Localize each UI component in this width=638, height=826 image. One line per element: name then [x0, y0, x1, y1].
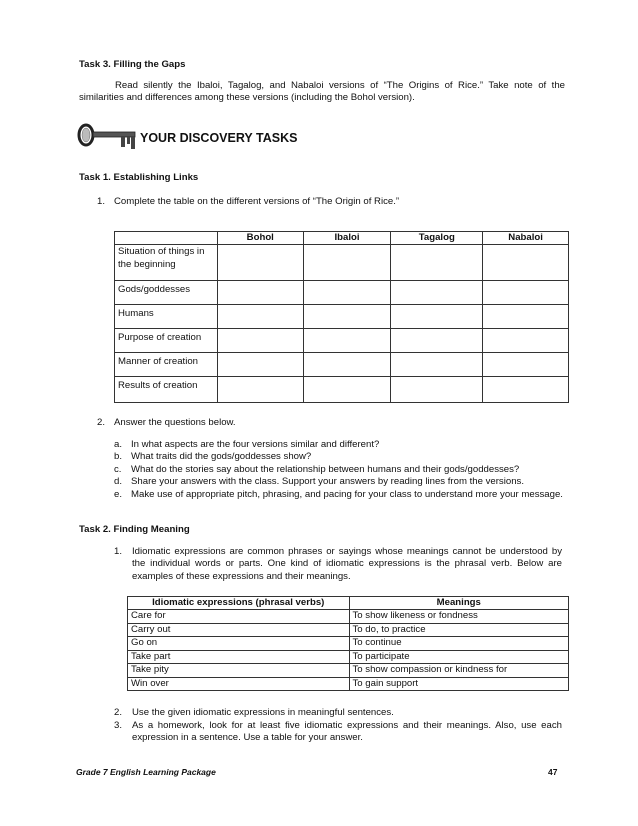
answer-cell[interactable] [217, 305, 303, 329]
list-letter: d. [114, 476, 123, 488]
table-row [128, 650, 569, 663]
task2-item1-number: 1. [114, 546, 123, 557]
list-letter: b. [114, 451, 123, 463]
answer-cell[interactable] [217, 353, 303, 377]
answer-cell[interactable] [483, 245, 569, 281]
answer-cell[interactable] [391, 281, 483, 305]
page-number: 47 [548, 767, 558, 777]
list-item [114, 464, 566, 476]
meaning-cell: To participate [349, 650, 569, 663]
row-label: Humans [115, 305, 218, 329]
answer-cell[interactable] [303, 353, 391, 377]
answer-cell[interactable] [217, 245, 303, 281]
row-label: Gods/goddesses [115, 281, 218, 305]
task1-item2: Answer the questions below. [114, 417, 236, 428]
table-row [128, 677, 569, 690]
list-item [114, 439, 566, 451]
table-row [128, 637, 569, 650]
idiom-cell: Go on [128, 637, 350, 650]
table-header-blank [115, 232, 218, 245]
answer-cell[interactable] [483, 353, 569, 377]
answer-cell[interactable] [303, 281, 391, 305]
answer-cell[interactable] [217, 281, 303, 305]
idiom-cell: Take part [128, 650, 350, 663]
answer-cell[interactable] [303, 377, 391, 403]
idiom-cell: Carry out [128, 623, 350, 636]
list-text: Share your answers with the class. Support your answers by reading lines from the versions. [131, 476, 524, 488]
table-row [128, 610, 569, 623]
answer-cell[interactable] [391, 377, 483, 403]
column-header: Tagalog [391, 232, 483, 245]
answer-cell[interactable] [303, 245, 391, 281]
footer-title: Grade 7 English Learning Package [76, 767, 216, 777]
meaning-cell: To gain support [349, 677, 569, 690]
key-icon [77, 122, 137, 152]
answer-cell[interactable] [483, 329, 569, 353]
answer-cell[interactable] [391, 353, 483, 377]
row-label: Manner of creation [115, 353, 218, 377]
answer-cell[interactable] [391, 245, 483, 281]
list-item [114, 451, 566, 463]
task2-item2-number: 2. [114, 707, 123, 718]
task1-item1: Complete the table on the different versions of “The Origin of Rice.” [114, 196, 400, 207]
table-row [128, 623, 569, 636]
task3-heading: Task 3. Filling the Gaps [79, 59, 186, 70]
task1-item2-number: 2. [97, 417, 106, 428]
answer-cell[interactable] [217, 377, 303, 403]
questions-list [114, 439, 566, 501]
list-item [114, 476, 566, 488]
list-text: What do the stories say about the relationship between humans and their gods/goddesses? [131, 463, 520, 475]
column-header: Nabaloi [483, 232, 569, 245]
task2-item3: As a homework, look for at least five idiomatic expressions and their meanings. Also, use each expression in a sentence. Use a table for your answer. [132, 720, 562, 744]
row-label: Results of creation [115, 377, 218, 403]
meaning-cell: To show compassion or kindness for [349, 664, 569, 677]
answer-cell[interactable] [483, 281, 569, 305]
idiom-cell: Take pity [128, 664, 350, 677]
origin-versions-table [114, 231, 569, 403]
answer-cell[interactable] [391, 305, 483, 329]
idiom-cell: Care for [128, 610, 350, 623]
task1-item1-number: 1. [97, 196, 106, 207]
list-letter: a. [114, 439, 123, 450]
task2-item3-number: 3. [114, 720, 123, 731]
task1-heading: Task 1. Establishing Links [79, 172, 199, 183]
task2-item2: Use the given idiomatic expressions in meaningful sentences. [132, 707, 394, 718]
column-header: Ibaloi [303, 232, 391, 245]
task2-heading: Task 2. Finding Meaning [79, 524, 190, 535]
row-label: Purpose of creation [115, 329, 218, 353]
list-letter: c. [114, 463, 122, 475]
answer-cell[interactable] [391, 329, 483, 353]
idiom-cell: Win over [128, 677, 350, 690]
answer-cell[interactable] [303, 305, 391, 329]
list-text: Make use of appropriate pitch, phrasing, and pacing for your class to understand more your message. [131, 488, 563, 500]
column-header: Idiomatic expressions (phrasal verbs) [128, 597, 350, 610]
list-text: In what aspects are the four versions similar and different? [131, 439, 380, 450]
task2-item1: Idiomatic expressions are common phrases or sayings whose meanings cannot be understood by the individual words or parts. One kind of idiomatic expressions is the phrasal verb. Below are examples of these expressions and their meanings. [132, 546, 562, 582]
column-header: Meanings [349, 597, 569, 610]
answer-cell[interactable] [217, 329, 303, 353]
meaning-cell: To show likeness or fondness [349, 610, 569, 623]
table-row [128, 664, 569, 677]
task3-body: Read silently the Ibaloi, Tagalog, and Nabaloi versions of “The Origins of Rice.” Take note of the similarities and differences among these versions (including the Bohol version). [79, 80, 565, 104]
meaning-cell: To do, to practice [349, 623, 569, 636]
discovery-title: YOUR DISCOVERY TASKS [140, 131, 298, 145]
answer-cell[interactable] [303, 329, 391, 353]
list-text: What traits did the gods/goddesses show? [131, 451, 312, 463]
answer-cell[interactable] [483, 377, 569, 403]
idioms-table [127, 596, 569, 691]
list-letter: e. [114, 488, 123, 500]
meaning-cell: To continue [349, 637, 569, 650]
list-item [114, 489, 566, 501]
answer-cell[interactable] [483, 305, 569, 329]
column-header: Bohol [217, 232, 303, 245]
row-label: Situation of things in the beginning [115, 245, 218, 281]
